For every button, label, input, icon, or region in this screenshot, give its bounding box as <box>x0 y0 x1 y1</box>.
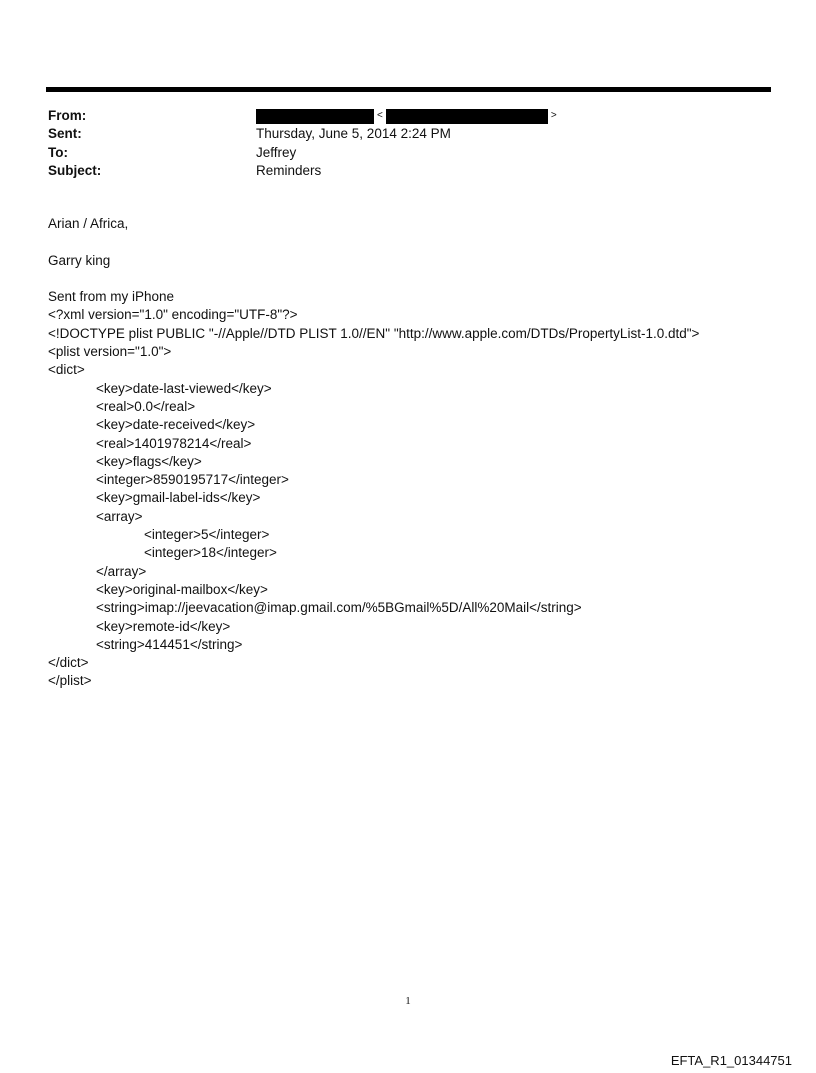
from-open-bracket: < <box>377 110 383 122</box>
from-label: From: <box>48 108 87 123</box>
subject-label: Subject: <box>48 162 102 178</box>
xml-line: <key>gmail-label-ids</key> <box>96 490 261 506</box>
body-signature: Garry king <box>48 252 111 268</box>
xml-line: <?xml version="1.0" encoding="UTF-8"?> <box>48 307 298 323</box>
xml-line: </dict> <box>48 655 89 671</box>
header-rule <box>46 87 771 92</box>
subject-value: Reminders <box>256 162 322 178</box>
from-close-bracket: > <box>550 110 557 122</box>
body-greeting: Arian / Africa, <box>48 216 129 231</box>
xml-line: <integer>5</integer> <box>144 527 270 543</box>
plist-xml <box>48 306 788 690</box>
subject-row <box>48 162 768 180</box>
email-header <box>48 107 768 180</box>
xml-line: <key>flags</key> <box>96 453 202 469</box>
xml-line: <array> <box>96 508 143 524</box>
xml-line: <dict> <box>48 362 85 378</box>
xml-line: <string>414451</string> <box>96 636 243 652</box>
page-number: 1 <box>405 995 411 1007</box>
sent-label: Sent: <box>48 126 82 142</box>
from-value <box>256 107 560 126</box>
body-sent-from: Sent from my iPhone <box>48 289 175 305</box>
redacted-sender-email <box>386 109 548 124</box>
xml-line: <integer>8590195717</integer> <box>96 472 289 488</box>
sent-row <box>48 125 768 143</box>
xml-line: <plist version="1.0"> <box>48 344 172 360</box>
xml-line: <key>date-received</key> <box>96 417 256 433</box>
xml-line: <real>1401978214</real> <box>96 435 252 451</box>
to-row <box>48 144 768 162</box>
xml-line: <key>original-mailbox</key> <box>96 581 268 597</box>
xml-line: </plist> <box>48 673 92 689</box>
to-value: Jeffrey <box>256 144 297 160</box>
document-id: EFTA_R1_01344751 <box>670 1053 792 1068</box>
xml-line: <real>0.0</real> <box>96 398 196 414</box>
xml-line: <!DOCTYPE plist PUBLIC "-//Apple//DTD PLIST 1.0//EN" "http://www.apple.com/DTDs/PropertyList-1.0.dtd"> <box>48 325 700 341</box>
xml-line: <integer>18</integer> <box>144 545 277 561</box>
sent-value: Thursday, June 5, 2014 2:24 PM <box>256 126 451 142</box>
xml-line: </array> <box>96 563 147 579</box>
xml-line: <string>imap://jeevacation@imap.gmail.com/%5BGmail%5D/All%20Mail</string> <box>96 600 582 616</box>
to-label: To: <box>48 144 68 160</box>
xml-line: <key>date-last-viewed</key> <box>96 380 272 396</box>
email-body <box>48 215 788 691</box>
redacted-sender-name <box>256 109 374 124</box>
xml-line: <key>remote-id</key> <box>96 618 231 634</box>
from-row <box>48 107 768 125</box>
